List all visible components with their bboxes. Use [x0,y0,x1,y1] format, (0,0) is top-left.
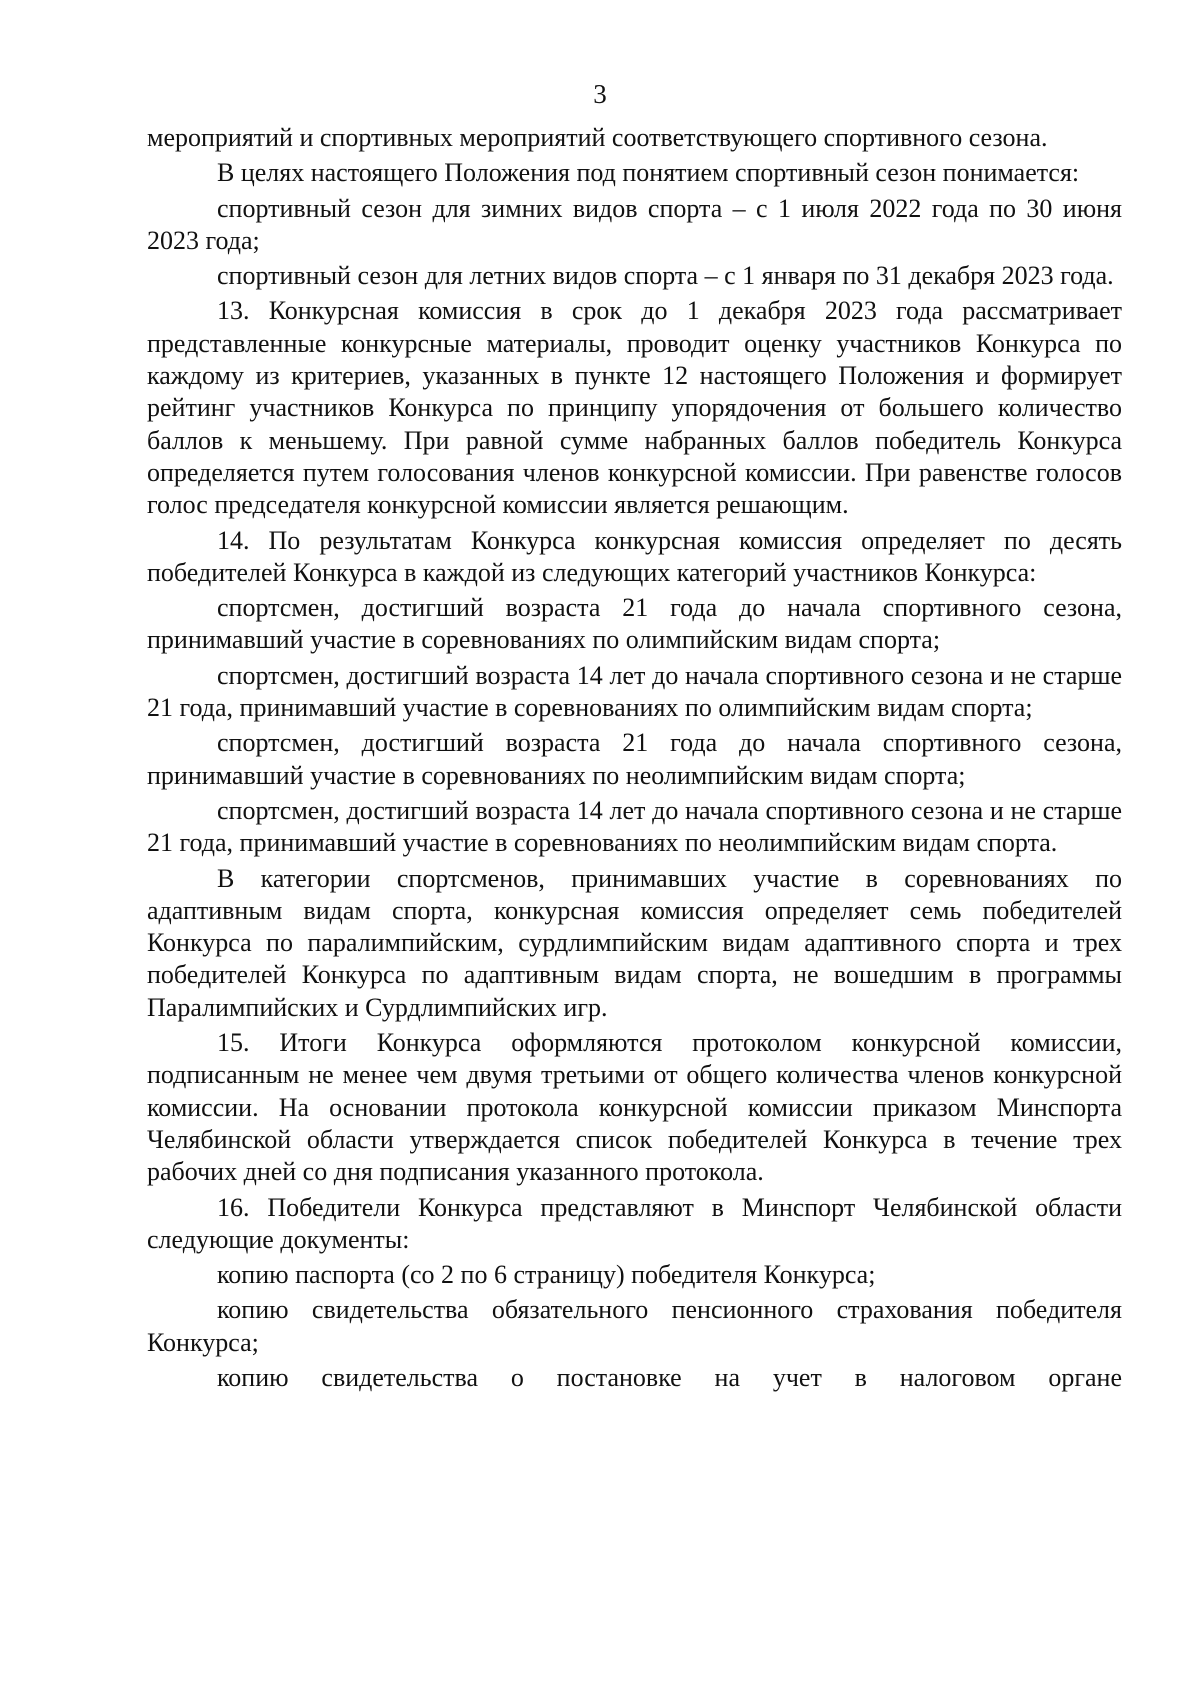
paragraph-season-definition: В целях настоящего Положения под понятием спортивный сезон понимается: [217,158,1080,188]
paragraph-category-olympic-21: спортсмен, достигший возраста 21 года до начала спортивного сезона, принимавший участие в соревнованиях по олимпийским видам спорта; [147,593,1122,655]
paragraph-pension-certificate: копию свидетельства обязательного пенсионного страхования победителя Конкурса; [147,1295,1122,1357]
paragraph-passport-copy: копию паспорта (со 2 по 6 страницу) победителя Конкурса; [217,1260,876,1290]
paragraph-winter-season: спортивный сезон для зимних видов спорта – с 1 июля 2022 года по 30 июня 2023 года; [147,193,1122,255]
document-body [147,122,1122,1397]
paragraph-sport-events-continuation: мероприятий и спортивных мероприятий соответствующего спортивного сезона. [147,123,1048,152]
paragraph-summer-season: спортивный сезон для летних видов спорта – с 1 января по 31 декабря 2023 года. [217,261,1114,291]
paragraph-category-nonolympic-21: спортсмен, достигший возраста 21 года до начала спортивного сезона, принимавший участие в соревнованиях по неолимпийским видам спорта; [147,728,1122,790]
paragraph-clause-13: 13. Конкурсная комиссия в срок до 1 декабря 2023 года рассматривает представленные конкурсные материалы, проводит оценку участников Конкурса по каждому из критериев, указанных в пункте 12 настоящего Положения и формирует рейтинг участников Конкурса по принципу упорядочения от большего количество баллов к меньшему. При равной сумме набранных баллов победитель Конкурса определяется путем голосования членов конкурсной комиссии. При равенстве голосов голос председателя конкурсной комиссии является решающим. [147,296,1122,520]
paragraph-tax-certificate: копию свидетельства о постановке на учет в налоговом органе [217,1362,1122,1392]
paragraph-adaptive-sports: В категории спортсменов, принимавших участие в соревнованиях по адаптивным видам спорта, конкурсная комиссия определяет семь победителей Конкурса по паралимпийским, сурдлимпийским видам адаптивного спорта и трех победителей Конкурса по адаптивным видам спорта, не вошедшим в программы Паралимпийских и Сурдлимпийских игр. [147,863,1122,1022]
page-number: 3 [593,79,607,109]
paragraph-category-nonolympic-14: спортсмен, достигший возраста 14 лет до начала спортивного сезона и не старше 21 года, принимавший участие в соревнованиях по неолимпийским видам спорта. [147,795,1122,858]
paragraph-clause-14: 14. По результатам Конкурса конкурсная комиссия определяет по десять победителей Конкурса в каждой из следующих категорий участников Конкурса: [147,525,1122,587]
paragraph-clause-15: 15. Итоги Конкурса оформляются протоколом конкурсной комиссии, подписанным не менее чем двумя третьими от общего количества членов конкурсной комиссии. На основании протокола конкурсной комиссии приказом Минспорта Челябинской области утверждается список победителей Конкурса в течение трех рабочих дней со дня подписания указанного протокола. [147,1028,1122,1187]
paragraph-category-olympic-14: спортсмен, достигший возраста 14 лет до начала спортивного сезона и не старше 21 года, принимавший участие в соревнованиях по олимпийским видам спорта; [147,660,1122,723]
paragraph-clause-16: 16. Победители Конкурса представляют в Минспорт Челябинской области следующие документы: [147,1192,1122,1254]
